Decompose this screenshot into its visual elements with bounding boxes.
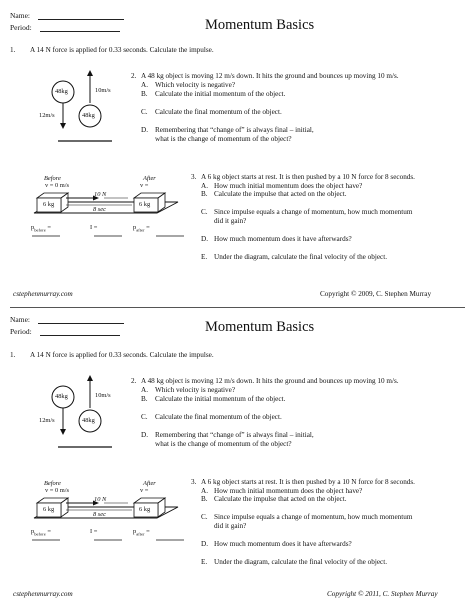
question-number: 3. [191, 173, 197, 181]
ball-after-mass: 48kg [82, 112, 95, 119]
part-text: Since impulse equals a change of momentum, how much momentum [214, 513, 413, 521]
up-speed-label: 10m/s [95, 392, 111, 399]
part-letter: A. [141, 386, 148, 394]
question-3-part-e [201, 253, 388, 261]
part-text: what is the change of momentum of the object? [155, 135, 292, 143]
before-velocity: v = 0 m/s [45, 487, 70, 494]
part-text: Under the diagram, calculate the final velocity of the object. [214, 558, 388, 566]
after-velocity: v = [140, 182, 149, 189]
part-text: How much momentum does it have afterwards? [214, 540, 352, 548]
part-text: Which velocity is negative? [155, 81, 236, 89]
question-text: A 14 N force is applied for 0.33 seconds. Calculate the impulse. [30, 351, 214, 359]
part-text: How much initial momentum does the object have? [214, 486, 363, 495]
question-number: 1. [10, 351, 16, 359]
part-letter: A. [201, 181, 208, 190]
footer-website: cstephenmurray.com [13, 290, 73, 298]
period-label: Period: [10, 327, 32, 336]
p-after-label: $p_{after}$ = [133, 528, 150, 537]
down-speed-label: 12m/s [39, 112, 55, 119]
worksheet-1 [0, 0, 474, 306]
push-diagram [0, 307, 474, 613]
question-stem: A 48 kg object is moving 12 m/s down. It hits the ground and bounces up moving 10 m/s. [141, 377, 399, 385]
part-text: did it gain? [214, 521, 247, 530]
part-text: Calculate the impulse that acted on the object. [214, 190, 347, 198]
footer-copyright: Copyright © 2009, C. Stephen Murray [320, 290, 432, 298]
before-label: Before [44, 480, 61, 487]
part-letter: C. [141, 413, 148, 421]
time-label: 8 sec [93, 511, 106, 518]
ball-after-mass: 48kg [82, 417, 95, 424]
p-after-label: $p_{after}$ = [133, 224, 150, 233]
box-after-mass: 6 kg [139, 201, 151, 208]
part-text: Remembering that “change of” is always final – initial, [155, 431, 314, 439]
part-text: Which velocity is negative? [155, 386, 236, 394]
part-letter: C. [201, 513, 208, 521]
time-label: 8 sec [93, 206, 106, 213]
part-text: How much initial momentum does the object have? [214, 181, 363, 190]
part-text: Under the diagram, calculate the final velocity of the object. [214, 253, 388, 261]
part-letter: D. [201, 540, 208, 548]
box-before-mass: 6 kg [43, 506, 55, 513]
question-number: 3. [191, 478, 197, 486]
part-text: Calculate the final momentum of the object. [155, 108, 282, 116]
part-letter: E. [201, 253, 208, 261]
part-letter: D. [141, 126, 148, 134]
p-before-label: $p_{before}$ = [31, 224, 51, 233]
up-speed-label: 10m/s [95, 87, 111, 94]
name-label: Name: [10, 315, 30, 324]
part-letter: A. [201, 486, 208, 495]
p-before-label: $p_{before}$ = [31, 528, 51, 537]
part-letter: B. [141, 395, 148, 403]
before-label: Before [44, 175, 61, 182]
page-title: Momentum Basics [205, 319, 315, 335]
force-label: 10 N [94, 496, 107, 503]
question-3-part-d [201, 540, 352, 548]
part-text: Remembering that “change of” is always final – initial, [155, 126, 314, 134]
question-text: A 14 N force is applied for 0.33 seconds. Calculate the impulse. [30, 46, 214, 54]
part-text: Calculate the initial momentum of the object. [155, 90, 286, 98]
part-letter: D. [201, 235, 208, 243]
question-stem: A 48 kg object is moving 12 m/s down. It hits the ground and bounces up moving 10 m/s. [141, 72, 399, 80]
part-text: what is the change of momentum of the object? [155, 440, 292, 448]
footer-copyright: Copyright © 2011, C. Stephen Murray [327, 590, 438, 598]
question-3 [191, 173, 466, 199]
part-letter: D. [141, 431, 148, 439]
question-stem: A 6 kg object starts at rest. It is then pushed by a 10 N force for 8 seconds. [201, 478, 415, 486]
part-letter: E. [201, 558, 208, 566]
ball-before-mass: 48kg [55, 88, 68, 95]
part-text: How much momentum does it have afterwards? [214, 235, 352, 243]
question-number: 1. [10, 46, 16, 54]
period-label: Period: [10, 23, 32, 32]
name-label: Name: [10, 11, 30, 20]
box-after-mass: 6 kg [139, 506, 151, 513]
footer-website: cstephenmurray.com [13, 590, 73, 598]
part-text: Calculate the impulse that acted on the object. [214, 495, 347, 503]
question-3-part-d [201, 235, 352, 243]
ball-before-mass: 48kg [55, 393, 68, 400]
part-letter: C. [201, 208, 208, 216]
after-velocity: v = [140, 487, 149, 494]
impulse-label: I = [90, 528, 98, 535]
after-label: After [143, 480, 156, 487]
page-title: Momentum Basics [205, 17, 315, 33]
worksheet-2 [0, 307, 474, 613]
after-label: After [143, 175, 156, 182]
part-letter: B. [201, 190, 208, 198]
part-text: Calculate the final momentum of the object. [155, 413, 282, 421]
question-3-part-c [201, 208, 413, 225]
part-text: Since impulse equals a change of momentum, how much momentum [214, 208, 413, 216]
question-number: 2. [131, 377, 137, 385]
part-text: did it gain? [214, 216, 247, 225]
impulse-label: I = [90, 224, 98, 231]
force-label: 10 N [94, 191, 107, 198]
box-before-mass: 6 kg [43, 201, 55, 208]
part-letter: B. [141, 90, 148, 98]
question-3-part-e [201, 558, 388, 566]
part-letter: C. [141, 108, 148, 116]
part-text: Calculate the initial momentum of the object. [155, 395, 286, 403]
question-number: 2. [131, 72, 137, 80]
question-3 [191, 478, 466, 504]
part-letter: A. [141, 81, 148, 89]
question-3-part-c [201, 513, 413, 530]
before-velocity: v = 0 m/s [45, 182, 70, 189]
part-letter: B. [201, 495, 208, 503]
down-speed-label: 12m/s [39, 417, 55, 424]
question-stem: A 6 kg object starts at rest. It is then pushed by a 10 N force for 8 seconds. [201, 173, 415, 181]
